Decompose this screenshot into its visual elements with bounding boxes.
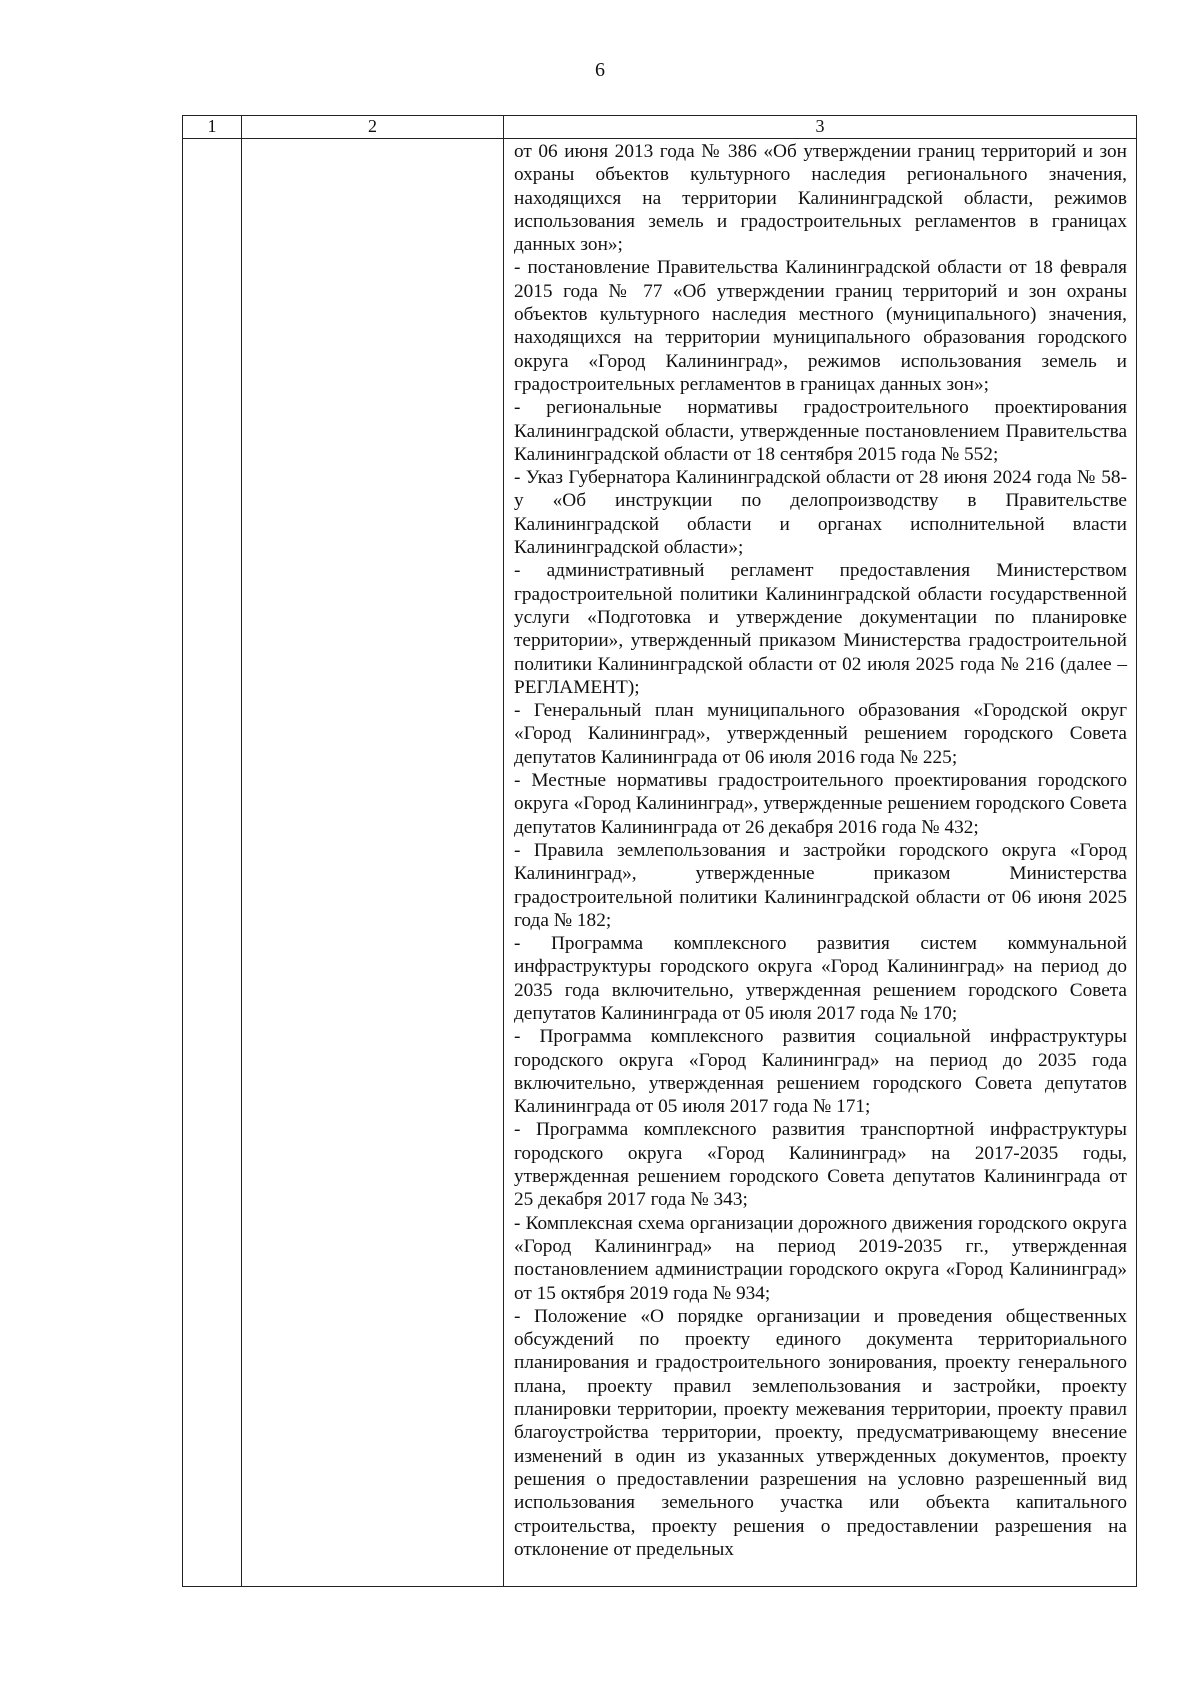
paragraph: - постановление Правительства Калининградской области от 18 февраля 2015 года № 77 «Об утверждении границ территорий и зон охраны объектов культурного наследия местного (муниципального) значения, находящихся на территории муниципального образования городского округа «Город Калининград», режимов использования земель и градостроительных регламентов в границах данных зон»;: [514, 257, 1127, 395]
cell-col-3: [504, 139, 1137, 1587]
col-3-content: [504, 139, 1136, 1561]
paragraph: от 06 июня 2013 года № 386 «Об утверждении границ территорий и зон охраны объектов культурного наследия регионального значения, находящихся на территории Калининградской области, режимов использования земель и градостроительных регламентов в границах данных зон»;: [514, 141, 1127, 256]
table-header-row: [183, 116, 1137, 139]
paragraph: - Комплексная схема организации дорожного движения городского округа «Город Калининград» на период 2019-2035 гг., утвержденная постановлением администрации городского округа «Город Калининград» от 15 октября 2019 года № 934;: [514, 1212, 1127, 1304]
cell-col-1: [183, 139, 242, 1587]
paragraph: - Указ Губернатора Калининградской области от 28 июня 2024 года № 58-у «Об инструкции по делопроизводству в Правительстве Калининградской области и органах исполнительной власти Калининградской области»;: [514, 467, 1127, 559]
paragraph: - Местные нормативы градостроительного проектирования городского округа «Город Калининград», утвержденные решением городского Совета депутатов Калининграда от 26 декабря 2016 года № 432;: [514, 770, 1127, 838]
paragraph: - Программа комплексного развития транспортной инфраструктуры городского округа «Город Калининград» на 2017-2035 годы, утвержденная решением городского Совета депутатов Калининграда от 25 декабря 2017 года № 343;: [514, 1119, 1127, 1211]
page-number: 6: [595, 59, 605, 81]
paragraph: - Положение «О порядке организации и проведения общественных обсуждений по проекту единого документа территориального планирования и градостроительного зонирования, проекту генерального плана, проекту правил землепользования и застройки, проекту планировки территории, проекту межевания территории, проекту правил благоустройства территории, проекту, предусматривающему внесение изменений в один из указанных утвержденных документов, проекту решения о предоставлении разрешения на условно разрешенный вид использования земельного участка или объекта капитального строительства, проекту решения о предоставлении разрешения на отклонение от предельных: [514, 1305, 1127, 1560]
table-row: [183, 139, 1137, 1587]
paragraph: - региональные нормативы градостроительного проектирования Калининградской области, утвержденные постановлением Правительства Калининградской области от 18 сентября 2015 года № 552;: [514, 397, 1127, 465]
paragraph: - Генеральный план муниципального образования «Городской округ «Город Калининград», утвержденный решением городского Совета депутатов Калининграда от 06 июля 2016 года № 225;: [514, 700, 1127, 768]
paragraph: - Программа комплексного развития социальной инфраструктуры городского округа «Город Калининград» на период до 2035 года включительно, утвержденная решением городского Совета депутатов Калининграда от 05 июля 2017 года № 171;: [514, 1026, 1127, 1118]
paragraph: - административный регламент предоставления Министерством градостроительной политики Калининградской области государственной услуги «Подготовка и утверждение документации по планировке территории», утвержденный приказом Министерства градостроительной политики Калининградской области от 02 июля 2025 года № 216 (далее – РЕГЛАМЕНТ);: [514, 560, 1127, 698]
paragraph: - Правила землепользования и застройки городского округа «Город Калининград», утвержденные приказом Министерства градостроительной политики Калининградской области от 06 июня 2025 года № 182;: [514, 839, 1127, 931]
header-col-1: 1: [183, 116, 242, 139]
paragraph: - Программа комплексного развития систем коммунальной инфраструктуры городского округа «Город Калининград» на период до 2035 года включительно, утвержденная решением городского Совета депутатов Калининграда от 05 июля 2017 года № 170;: [514, 933, 1127, 1024]
header-col-3: 3: [504, 116, 1137, 139]
cell-col-2: [242, 139, 504, 1587]
header-col-2: 2: [242, 116, 504, 139]
document-table: [182, 115, 1137, 1587]
